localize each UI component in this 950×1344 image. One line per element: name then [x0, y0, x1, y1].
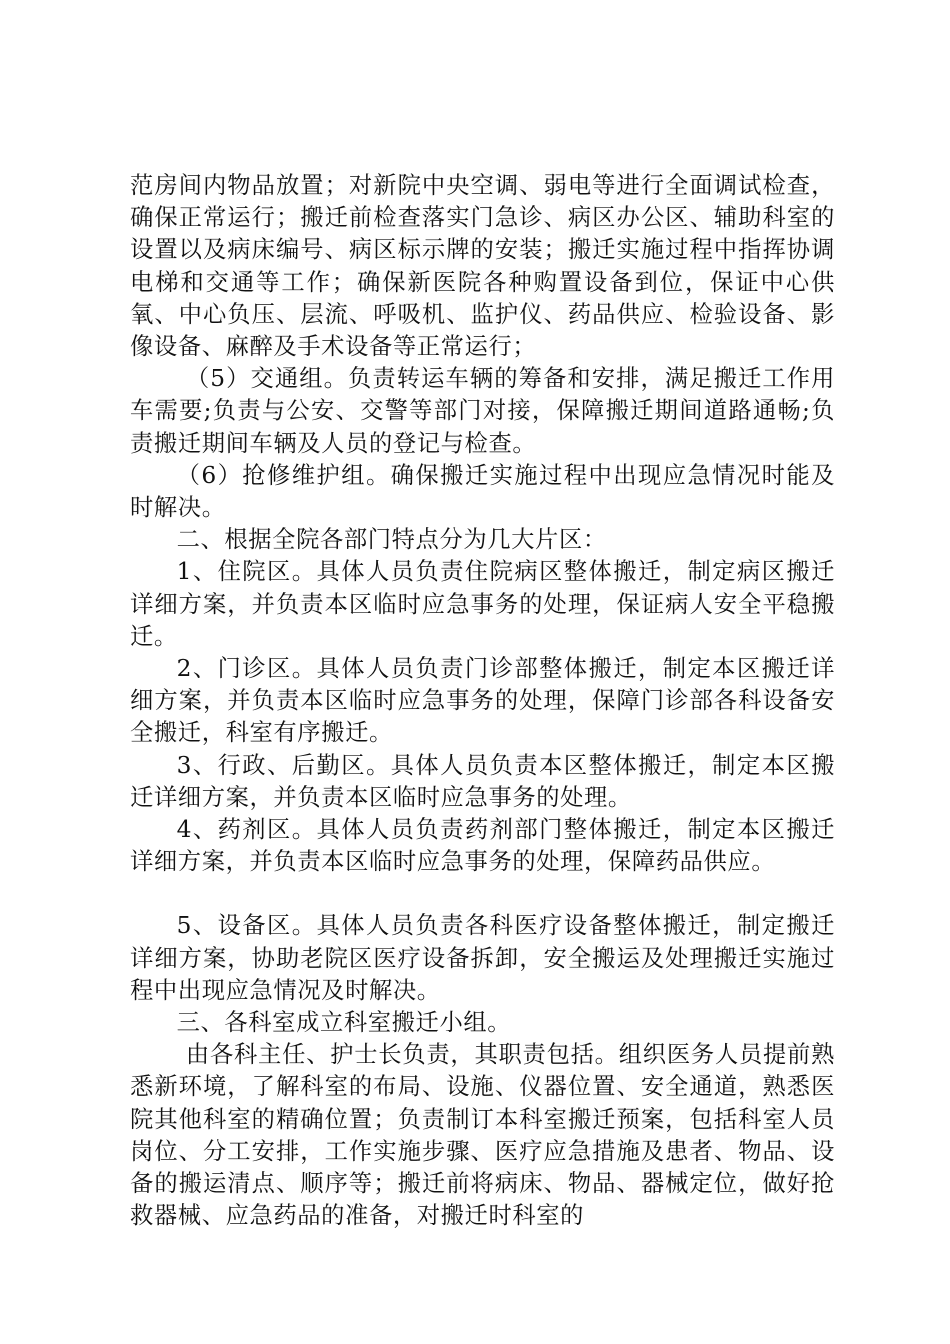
- paragraph-transport-group: （5）交通组。负责转运车辆的筹备和安排，满足搬迁工作用车需要;负责与公安、交警等部门对接，保障搬迁期间道路通畅;负责搬迁期间车辆及人员的登记与检查。: [130, 365, 835, 457]
- section-heading-department-groups: 三、各科室成立科室搬迁小组。: [176, 1009, 512, 1037]
- paragraph-admin-zone: 3、行政、后勤区。具体人员负责本区整体搬迁，制定本区搬迁详细方案，并负责本区临时应急事务的处理。: [130, 751, 835, 811]
- section-heading-zones: 二、根据全院各部门特点分为几大片区：: [176, 526, 607, 554]
- paragraph-equipment-duties: 范房间内物品放置；对新院中央空调、弱电等进行全面调试检查，确保正常运行；搬迁前检查落实门急诊、病区办公区、辅助科室的设置以及病床编号、病区标示牌的安装；搬迁实施过程中指挥协调电梯和交通等工作；确保新医院各种购置设备到位，保证中心供氧、中心负压、层流、呼吸机、监护仪、药品供应、检验设备、影像设备、麻醉及手术设备等正常运行；: [130, 172, 835, 361]
- document-page: [130, 170, 835, 1233]
- paragraph-department-duties: 由各科主任、护士长负责，其职责包括。组织医务人员提前熟悉新环境，了解科室的布局、设施、仪器位置、安全通道，熟悉医院其他科室的精确位置；负责制订本科室搬迁预案，包括科室人员岗位、分工安排，工作实施步骤、医疗应急措施及患者、物品、设备的搬运清点、顺序等；搬迁前将病床、物品、器械定位，做好抢救器械、应急药品的准备，对搬迁时科室的: [130, 1041, 835, 1230]
- paragraph-pharmacy-zone: 4、药剂区。具体人员负责药剂部门整体搬迁，制定本区搬迁详细方案，并负责本区临时应急事务的处理，保障药品供应。: [130, 816, 835, 876]
- blank-line: [130, 878, 835, 910]
- paragraph-inpatient-zone: 1、住院区。具体人员负责住院病区整体搬迁，制定病区搬迁详细方案，并负责本区临时应急事务的处理，保证病人安全平稳搬迁。: [130, 558, 835, 650]
- paragraph-outpatient-zone: 2、门诊区。具体人员负责门诊部整体搬迁，制定本区搬迁详细方案，并负责本区临时应急事务的处理，保障门诊部各科设备安全搬迁，科室有序搬迁。: [130, 655, 835, 747]
- paragraph-repair-group: （6）抢修维护组。确保搬迁实施过程中出现应急情况时能及时解决。: [130, 461, 835, 522]
- paragraph-equipment-zone: 5、设备区。具体人员负责各科医疗设备整体搬迁，制定搬迁详细方案，协助老院区医疗设备拆卸，安全搬运及处理搬迁实施过程中出现应急情况及时解决。: [130, 912, 835, 1004]
